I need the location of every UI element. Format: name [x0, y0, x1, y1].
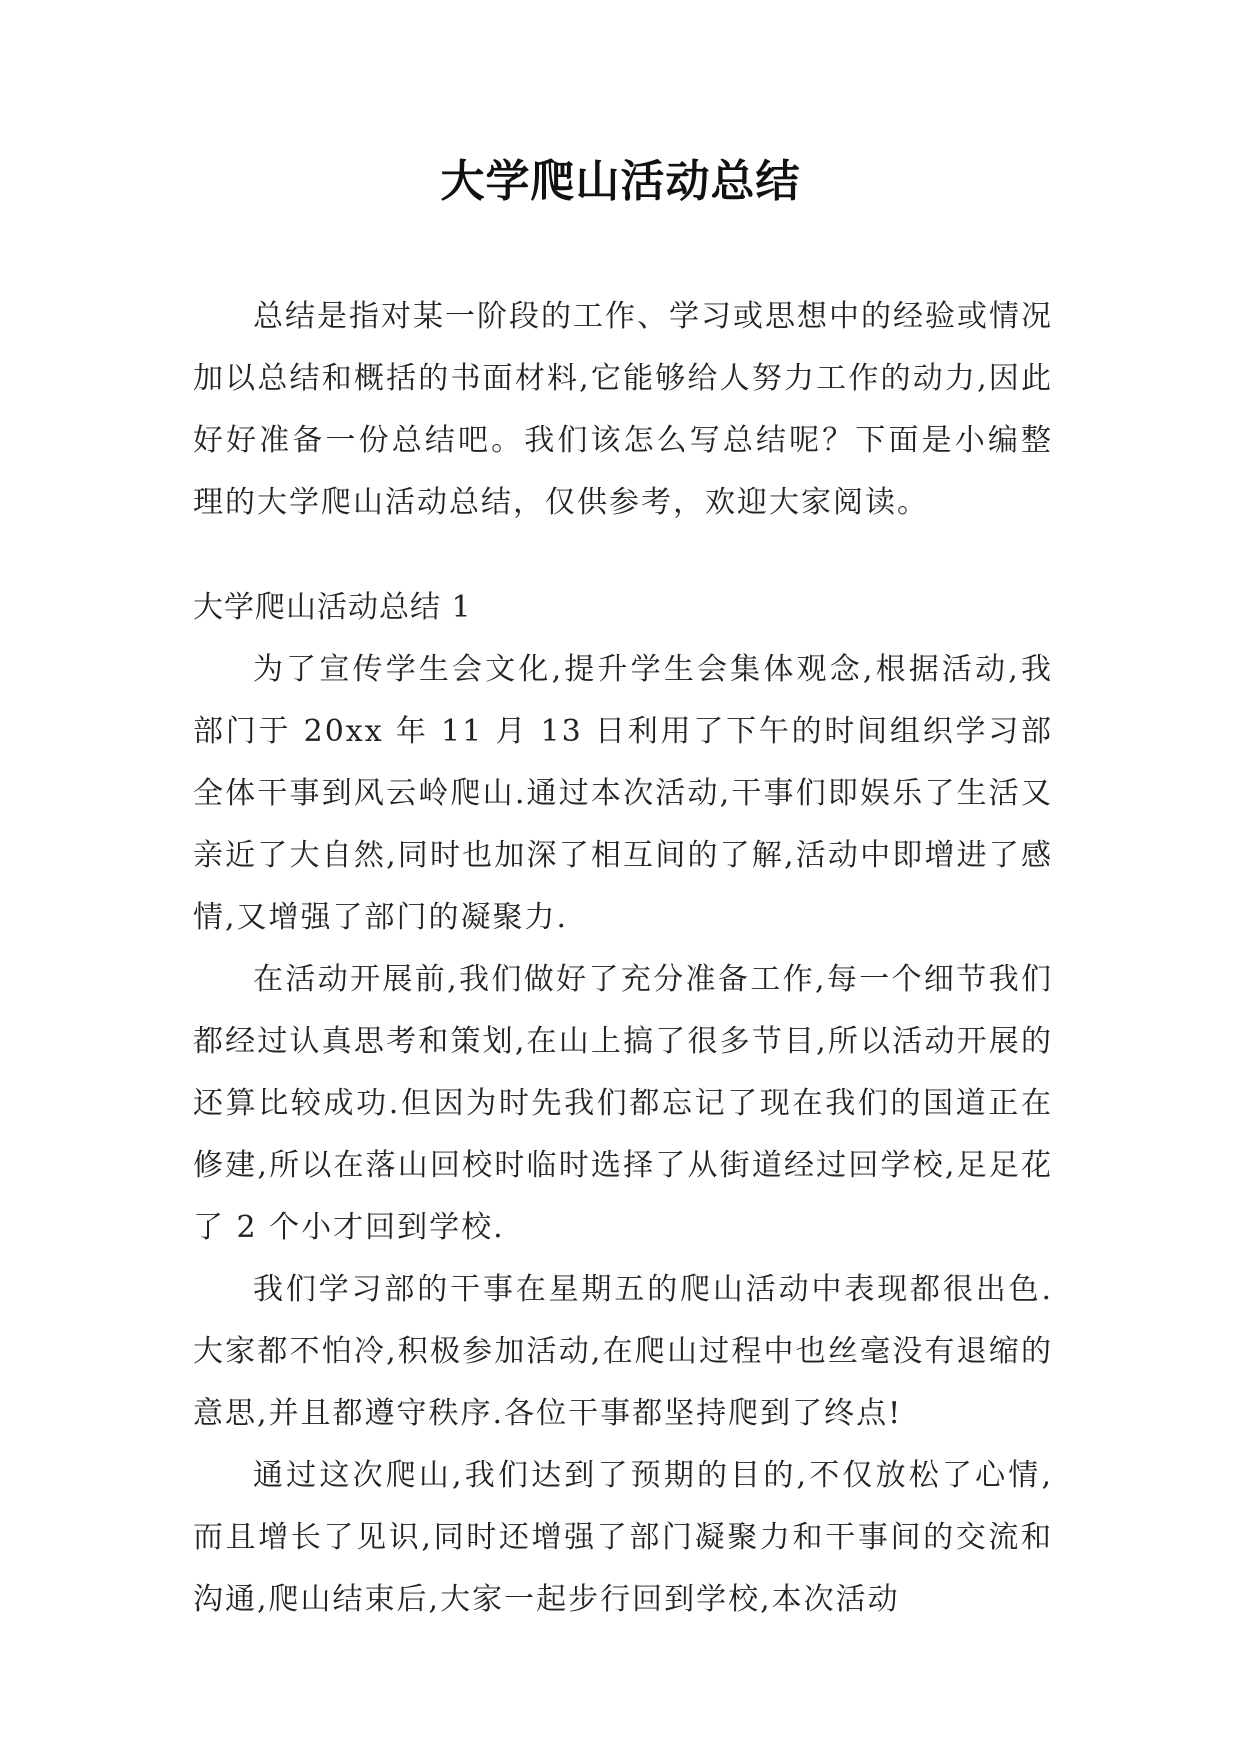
body-paragraph: 我们学习部的干事在星期五的爬山活动中表现都很出色.大家都不怕冷,积极参加活动,在爬山过程中也丝毫没有退缩的意思,并且都遵守秩序.各位干事都坚持爬到了终点!	[193, 1272, 1053, 1431]
intro-paragraph: 总结是指对某一阶段的工作、学习或思想中的经验或情况加以总结和概括的书面材料,它能够给人努力工作的动力,因此好好准备一份总结吧。我们该怎么写总结呢？下面是小编整理的大学爬山活动总结，仅供参考，欢迎大家阅读。	[193, 299, 1053, 520]
document-title: 大学爬山活动总结	[440, 156, 801, 207]
section-heading: 大学爬山活动总结 1	[193, 590, 472, 625]
section-1	[193, 577, 1053, 1631]
body-paragraph: 为了宣传学生会文化,提升学生会集体观念,根据活动,我部门于 20xx 年 11 月 13 日利用了下午的时间组织学习部全体干事到风云岭爬山.通过本次活动,干事们即娱乐了生活又亲近了大自然,同时也加深了相互间的了解,活动中即增进了感情,又增强了部门的凝聚力.	[193, 652, 1053, 935]
intro-block	[193, 286, 1053, 534]
body-paragraph: 在活动开展前,我们做好了充分准备工作,每一个细节我们都经过认真思考和策划,在山上搞了很多节目,所以活动开展的还算比较成功.但因为时先我们都忘记了现在我们的国道正在修建,所以在落山回校时临时选择了从街道经过回学校,足足花了 2 个小才回到学校.	[193, 962, 1053, 1245]
body-paragraph: 通过这次爬山,我们达到了预期的目的,不仅放松了心情,而且增长了见识,同时还增强了部门凝聚力和干事间的交流和沟通,爬山结束后,大家一起步行回到学校,本次活动	[193, 1458, 1053, 1617]
